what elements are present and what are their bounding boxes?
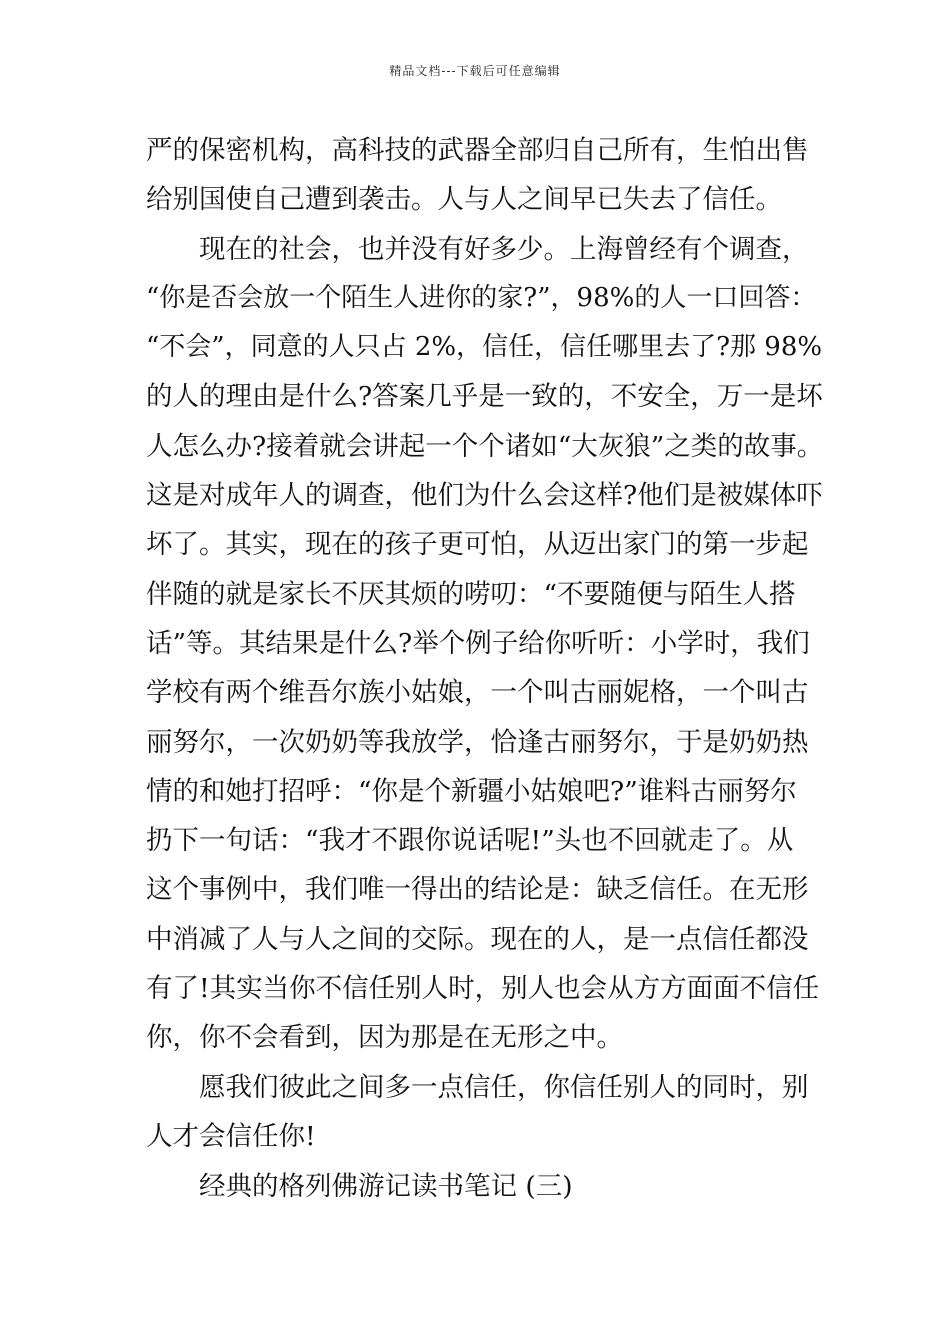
text-line: 情的和她打招呼：“你是个新疆小姑娘吧?”谁料古丽努尔 (146, 775, 797, 807)
text-line: 伴随的就是家长不厌其烦的唠叨：“不要随便与陌生人搭 (146, 578, 796, 610)
paragraph (146, 126, 826, 225)
document-body (146, 126, 826, 1212)
text-line: 人怎么办?接着就会讲起一个个诸如“大灰狼”之类的故事。 (146, 430, 824, 462)
text-line: 扔下一句话：“我才不跟你说话呢!”头也不回就走了。从 (146, 825, 794, 857)
text-line: 给别国使自己遭到袭击。人与人之间早已失去了信任。 (146, 184, 782, 216)
text-line: 的人的理由是什么?答案几乎是一致的，不安全，万一是坏 (146, 381, 823, 413)
text-line: 人才会信任你! (146, 1120, 316, 1152)
text-line: 话”等。其结果是什么?举个例子给你听听：小学时，我们 (146, 627, 810, 659)
section-heading: 经典的格列佛游记读书笔记 (三) (199, 1171, 573, 1203)
text-line: 现在的社会，也并没有好多少。上海曾经有个调查， (199, 233, 809, 265)
text-line: 坏了。其实，现在的孩子更可怕，从迈出家门的第一步起 (146, 529, 809, 561)
text-line: 这是对成年人的调查，他们为什么会这样?他们是被媒体吓 (146, 480, 823, 512)
text-line: 学校有两个维吾尔族小姑娘，一个叫古丽妮格，一个叫古 (146, 677, 809, 709)
paragraph (146, 225, 826, 1063)
text-line: 严的保密机构，高科技的武器全部归自己所有，生怕出售 (146, 135, 809, 166)
text-line: 中消减了人与人之间的交际。现在的人，是一点信任都没 (146, 923, 809, 955)
text-line: “你是否会放一个陌生人进你的家?”，98%的人一口回答： (146, 282, 817, 313)
text-line: 这个事例中，我们唯一得出的结论是：缺乏信任。在无形 (146, 874, 809, 906)
text-line: 你，你不会看到，因为那是在无形之中。 (146, 1022, 623, 1054)
text-line: 丽努尔，一次奶奶等我放学，恰逢古丽努尔，于是奶奶热 (146, 726, 809, 758)
paragraph (146, 1063, 826, 1162)
page-header: 精品文档---下载后可任意编辑 (389, 64, 561, 78)
text-line: 有了!其实当你不信任别人时，别人也会从方方面面不信任 (146, 973, 820, 1005)
text-line: 愿我们彼此之间多一点信任，你信任别人的同时，别 (199, 1071, 809, 1103)
text-line: “不会”，同意的人只占 2%，信任，信任哪里去了?那 98% (146, 332, 823, 363)
